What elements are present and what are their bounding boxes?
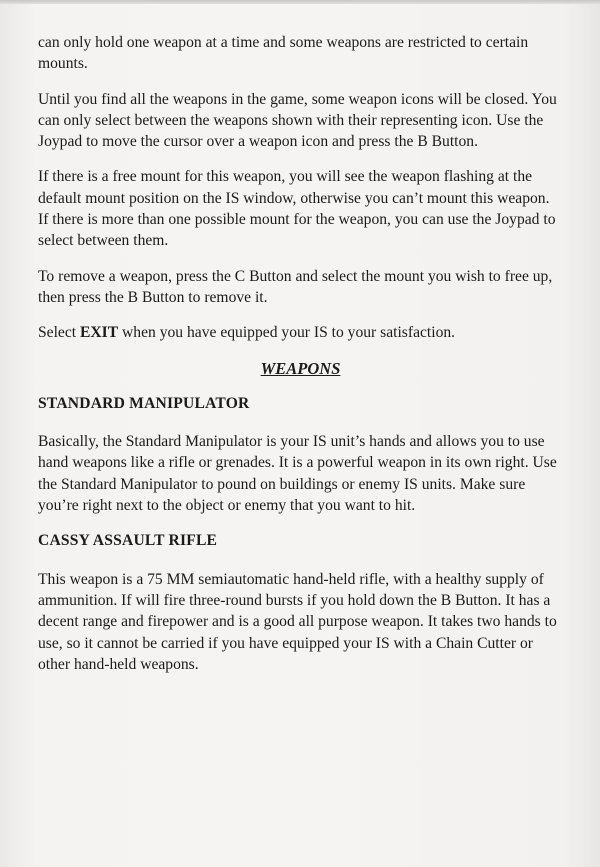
weapon-description-standard-manipulator: Basically, the Standard Manipulator is your IS unit’s hands and allows you to use hand weapons like a rifle or grenades. It is a powerful weapon in its own right. Use the Standard Manipulator to pound on buildings or enemy IS units. Make sure you’re right next to the object or enemy that you want to hit. [38,433,557,515]
paragraph-remove-weapon: To remove a weapon, press the C Button and select the mount you wish to free up, then press the B Button to remove it. [38,267,553,306]
paragraph-weapon-icons: Until you find all the weapons in the game, some weapon icons will be closed. You can only select between the weapons shown with their representing icon. Use the Joypad to move the cursor over a weapon icon and press the B Button. [38,90,557,151]
section-title-weapons: WEAPONS [260,358,341,378]
weapon-heading-cassy-assault-rifle: CASSY ASSAULT RIFLE [38,532,218,550]
weapon-heading-standard-manipulator: STANDARD MANIPULATOR [38,394,250,412]
exit-text-after: when you have equipped your IS to your satisfaction. [118,324,456,342]
paragraph-weapon-restriction: can only hold one weapon at a time and some weapons are restricted to certain mounts. [38,34,529,73]
paragraph-weapon-mount: If there is a free mount for this weapon, you will see the weapon flashing at the default mount position on the IS window, otherwise you can’t mount this weapon. If there is more than one possible mount for the weapon, you can use the Joypad to select between them. [38,168,556,250]
paragraph-exit [38,322,563,343]
exit-text-before: Select [38,324,80,342]
page-content [38,32,563,689]
page-top-edge [0,0,600,4]
weapon-description-cassy-assault-rifle: This weapon is a 75 MM semiautomatic hand-held rifle, with a healthy supply of ammunition. If will fire three-round bursts if you hold down the B Button. It has a decent range and firepower and is a good all purpose weapon. It takes two hands to use, so it cannot be carried if you have equipped your IS with a Chain Cutter or other hand-held weapons. [38,570,557,673]
exit-keyword: EXIT [80,324,119,342]
